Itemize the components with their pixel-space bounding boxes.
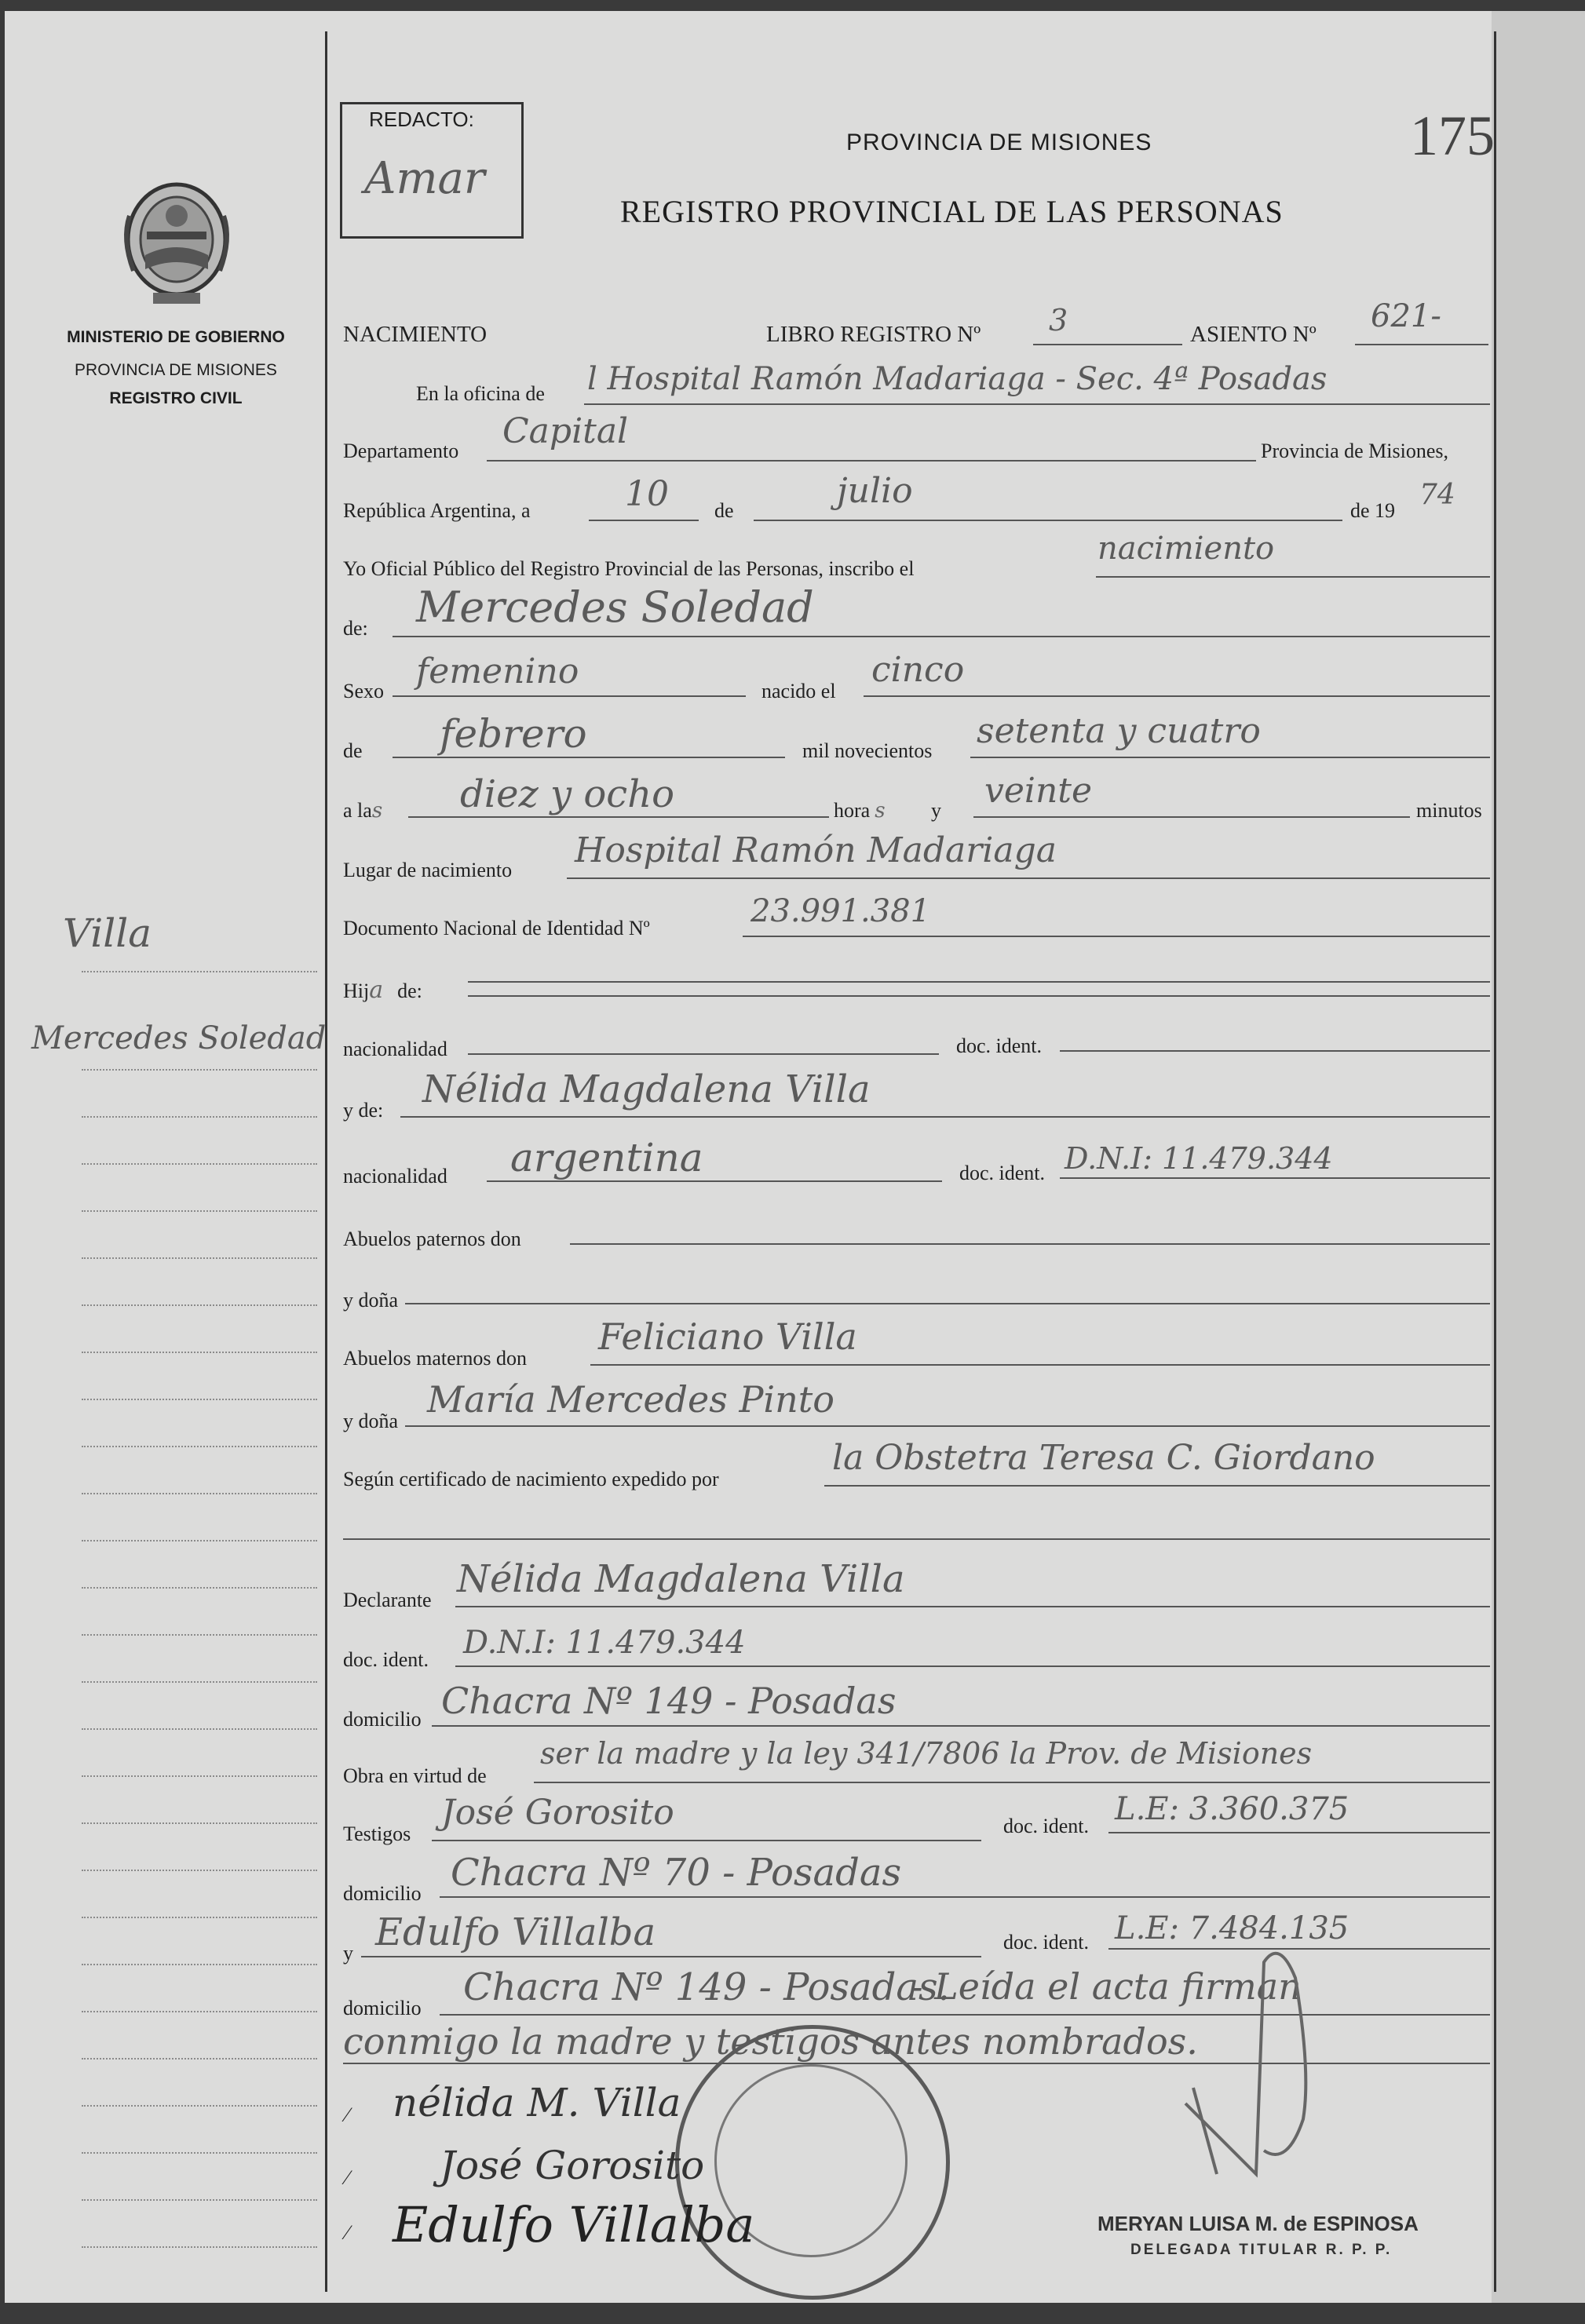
redacto-stamp (340, 102, 524, 239)
official-label: Yo Oficial Público del Registro Provincial de las Personas, inscribo el (343, 557, 915, 580)
mother-value: Nélida Magdalena Villa (422, 1067, 871, 1111)
y-label: y (343, 1942, 353, 1965)
paternal-label: Abuelos paternos don (343, 1228, 521, 1250)
maternal-dona-value: María Mercedes Pinto (427, 1378, 834, 1421)
cert-line (824, 1485, 1490, 1487)
margin-line (82, 1681, 317, 1683)
witness1-dom-value: Chacra Nº 70 - Posadas (451, 1851, 902, 1895)
at-suffix: s (371, 799, 383, 823)
ministry-title: MINISTERIO DE GOBIERNO (67, 328, 285, 346)
child-letter: a (369, 976, 384, 1004)
header-province: PROVINCIA DE MISIONES (846, 130, 1152, 155)
official-seal (675, 2025, 950, 2300)
entry-label: ASIENTO Nº (1190, 322, 1317, 347)
official-line (1096, 576, 1490, 578)
of2-label: de: (343, 617, 368, 640)
declarant-doc-value: D.N.I: 11.479.344 (463, 1625, 746, 1661)
docid2-line (1060, 1177, 1490, 1179)
birth-month-value: febrero (440, 711, 587, 757)
domicile-value: Chacra Nº 149 - Posadas (441, 1680, 897, 1722)
margin-line (82, 1964, 317, 1965)
mother-nationality-value: argentina (510, 1135, 703, 1180)
sex-label: Sexo (343, 680, 384, 702)
month-line (754, 520, 1342, 521)
month-value: julio (837, 471, 913, 511)
margin-line (82, 1728, 317, 1730)
birth-year-line (970, 757, 1490, 758)
birth-month-line (393, 757, 785, 758)
paternal-line (570, 1243, 1490, 1245)
nationality-line (468, 1053, 939, 1055)
minutes-value: veinte (984, 771, 1093, 811)
sex-line (393, 695, 746, 697)
official-name: MERYAN LUISA M. de ESPINOSA (1097, 2212, 1419, 2235)
official-signature-scrawl (1170, 1915, 1374, 2198)
birthplace-value: Hospital Ramón Madariaga (575, 830, 1057, 870)
declarant-label: Declarante (343, 1589, 432, 1611)
paternal-dona-line (405, 1303, 1490, 1304)
office-value: l Hospital Ramón Madariaga - Sec. 4ª Posadas (587, 361, 1328, 397)
margin-line (82, 1917, 317, 1918)
year-label: de 19 (1350, 499, 1396, 522)
witness1-doc-label: doc. ident. (1003, 1815, 1090, 1837)
hour-label-text: hora (834, 799, 871, 822)
by-virtue-label: Obra en virtud de (343, 1764, 487, 1787)
witness2-line (361, 1956, 981, 1957)
and-label: y (931, 799, 941, 822)
docid-label: doc. ident. (956, 1034, 1043, 1057)
folio-number: 175 (1410, 104, 1495, 167)
paternal-dona-label: y doña (343, 1289, 399, 1312)
margin-line (82, 1352, 317, 1353)
official-title: DELEGADA TITULAR R. P. P. (1130, 2242, 1393, 2258)
record-type-label: NACIMIENTO (343, 322, 488, 347)
margin-line (82, 1163, 317, 1165)
docid2-label: doc. ident. (959, 1162, 1046, 1184)
witness1-signature: José Gorosito (440, 2143, 705, 2188)
department-line (487, 460, 1256, 462)
margin-line (82, 1399, 317, 1400)
department-label: Departamento (343, 440, 459, 462)
office-label: En la oficina de (416, 382, 545, 405)
hour-value: diez y ocho (460, 772, 674, 816)
child-line-2 (468, 995, 1490, 997)
cert-line-2 (343, 1538, 1490, 1540)
header-registry-title: REGISTRO PROVINCIAL DE LAS PERSONAS (620, 194, 1284, 229)
and-of-label: y de: (343, 1099, 384, 1122)
birthplace-label: Lugar de nacimiento (343, 859, 513, 881)
child-label-post: de: (397, 980, 422, 1002)
dni-line (743, 936, 1490, 937)
maternal-label: Abuelos maternos don (343, 1347, 527, 1370)
at-label (343, 799, 382, 823)
right-border-line (1494, 31, 1496, 2292)
margin-line (82, 1775, 317, 1777)
by-virtue-line (534, 1782, 1490, 1783)
closing-text-2: conmigo la madre y testigos antes nombrados. (343, 2020, 1198, 2063)
dni-value: 23.991.381 (751, 893, 931, 929)
margin-line (82, 2246, 317, 2248)
witness2-doc-value: L.E: 7.484.135 (1115, 1910, 1349, 1946)
declarant-line (455, 1606, 1490, 1607)
witness1-doc-value: L.E: 3.360.375 (1115, 1791, 1349, 1827)
margin-line (82, 1210, 317, 1212)
left-panel-divider (325, 31, 327, 2292)
birth-year-value: setenta y cuatro (977, 711, 1261, 751)
book-value: 3 (1049, 303, 1068, 337)
name-value: Mercedes Soledad (416, 582, 814, 632)
margin-line (82, 1069, 317, 1071)
witness2-value: Edulfo Villalba (375, 1910, 656, 1954)
witness1-dom-label: domicilio (343, 1882, 422, 1905)
born-value: cinco (871, 650, 965, 690)
mother-signature: nélida M. Villa (393, 2080, 681, 2125)
margin-line (82, 1446, 317, 1447)
domicile-label: domicilio (343, 1708, 422, 1731)
signature-marker: ⁄ (345, 2166, 349, 2189)
margin-line (82, 1493, 317, 1494)
margin-line (82, 1116, 317, 1118)
child-label (343, 976, 422, 1004)
margin-surname: Villa (63, 910, 152, 956)
declarant-doc-label: doc. ident. (343, 1648, 429, 1671)
margin-line (82, 1634, 317, 1636)
mother-line (400, 1116, 1490, 1118)
year-value: 74 (1419, 479, 1455, 511)
day-line (589, 520, 699, 521)
born-label: nacido el (761, 680, 836, 702)
witness2-dom-value: Chacra Nº 149 - Posadas. (463, 1965, 950, 2009)
witnesses-label: Testigos (343, 1822, 411, 1845)
thousand-label: mil novecientos (802, 739, 933, 762)
by-virtue-value: ser la madre y la ley 341/7806 la Prov. de Misiones (540, 1736, 1313, 1771)
margin-line (82, 1587, 317, 1589)
next-page-edge (1492, 11, 1585, 2303)
de3-label: de (343, 739, 363, 762)
witness1-value: José Gorosito (441, 1793, 674, 1833)
declarant-doc-line (455, 1665, 1490, 1667)
left-province-title: PROVINCIA DE MISIONES (75, 361, 277, 379)
cert-value: la Obstetra Teresa C. Giordano (832, 1438, 1375, 1478)
margin-line (82, 1870, 317, 1871)
declarant-value: Nélida Magdalena Villa (457, 1557, 905, 1601)
republic-label: República Argentina, a (343, 499, 531, 522)
signature-marker: ⁄ (345, 2221, 349, 2244)
witness1-doc-line (1108, 1832, 1490, 1833)
sex-value: femenino (416, 651, 579, 691)
hour-line (408, 816, 829, 818)
minutes-label: minutos (1416, 799, 1482, 822)
child-line (468, 981, 1490, 983)
minutes-line (973, 816, 1410, 818)
nationality2-label: nacionalidad (343, 1165, 447, 1188)
margin-line (82, 1540, 317, 1541)
official-value: nacimiento (1097, 531, 1275, 567)
witness2-doc-label: doc. ident. (1003, 1931, 1090, 1954)
docid-line (1060, 1050, 1490, 1052)
margin-line (82, 2152, 317, 2154)
margin-line (82, 971, 317, 972)
birthplace-line (567, 877, 1490, 879)
maternal-value: Feliciano Villa (598, 1315, 857, 1358)
domicile-line (432, 1725, 1490, 1727)
day-value: 10 (625, 474, 669, 514)
witness2-dom-label: domicilio (343, 1997, 422, 2019)
maternal-dona-label: y doña (343, 1410, 399, 1432)
margin-line (82, 1822, 317, 1824)
cert-label: Según certificado de nacimiento expedido por (343, 1468, 719, 1490)
name-line (393, 636, 1490, 637)
nationality-label: nacionalidad (343, 1038, 447, 1060)
maternal-line (590, 1364, 1490, 1366)
province-label: Provincia de Misiones, (1261, 440, 1449, 462)
at-label-text: a la (343, 799, 372, 822)
margin-line (82, 2199, 317, 2201)
book-line (1033, 344, 1182, 345)
hour-label (834, 799, 886, 823)
signature-marker: ⁄ (345, 2103, 349, 2126)
born-line (864, 695, 1490, 697)
margin-line (82, 2058, 317, 2059)
mother-docid-value: D.N.I: 11.479.344 (1065, 1141, 1333, 1176)
margin-line (82, 2011, 317, 2012)
office-line (584, 403, 1490, 405)
margin-given-names: Mercedes Soledad (31, 1020, 327, 1056)
closing-text-1: - Leída el acta firman (911, 1965, 1302, 2008)
entry-line (1355, 344, 1488, 345)
civil-registry-title: REGISTRO CIVIL (109, 389, 243, 407)
nationality2-line (487, 1180, 942, 1182)
margin-line (82, 1257, 317, 1259)
child-label-pre: Hij (343, 980, 370, 1002)
dni-label: Documento Nacional de Identidad Nº (343, 917, 650, 939)
province-coat-of-arms (114, 177, 239, 310)
entry-value: 621- (1371, 298, 1441, 334)
witness2-signature: Edulfo Villalba (393, 2196, 755, 2253)
hour-suffix: s (875, 799, 886, 823)
margin-line (82, 1304, 317, 1306)
witness1-line (432, 1840, 981, 1841)
maternal-dona-line (405, 1425, 1490, 1427)
witness1-dom-line (440, 1896, 1490, 1898)
department-value: Capital (502, 411, 629, 451)
redacto-label: REDACTO: (369, 108, 474, 131)
margin-line (82, 2105, 317, 2107)
book-label: LIBRO REGISTRO Nº (766, 322, 981, 347)
redacto-signature: Amar (364, 153, 485, 204)
of-label: de (714, 499, 734, 522)
